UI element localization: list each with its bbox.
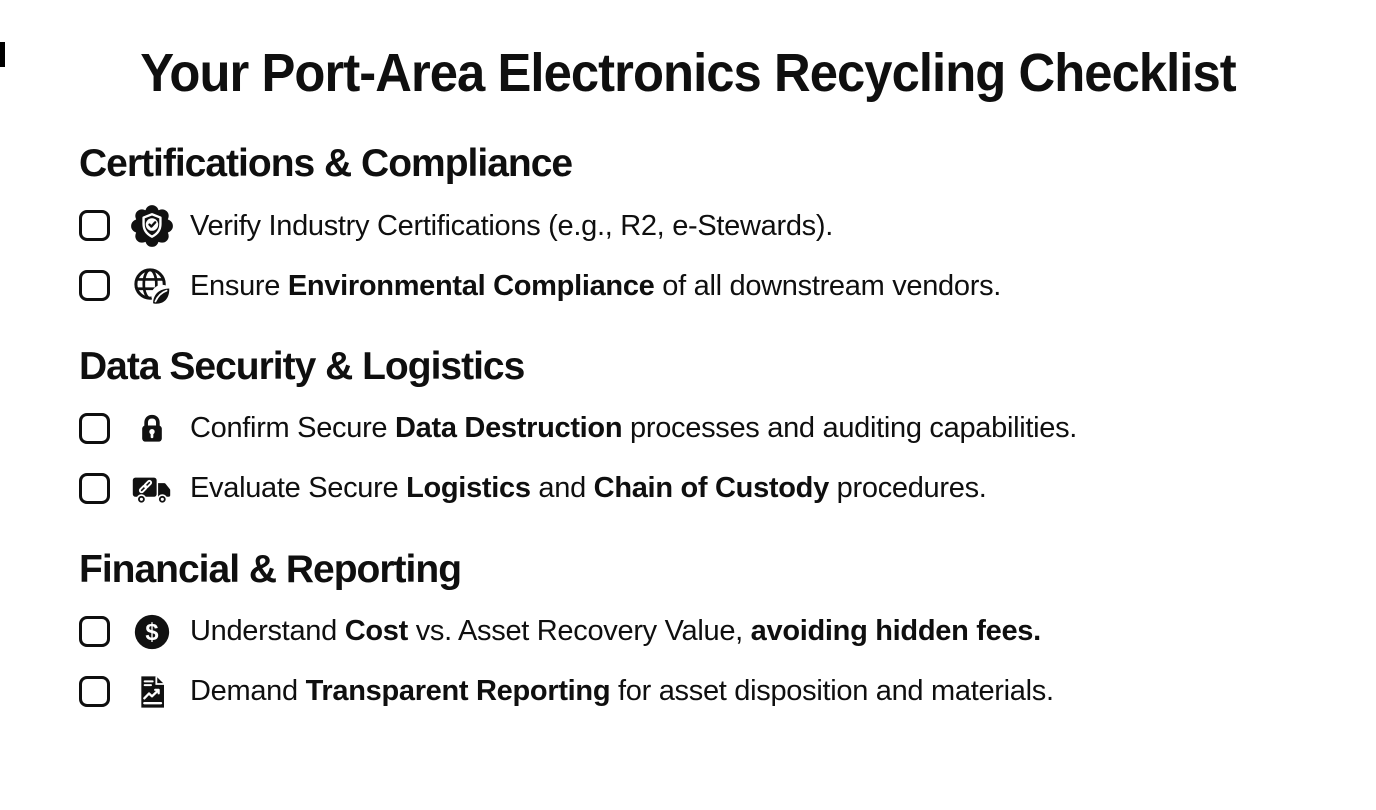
checklist-item — [79, 408, 1316, 450]
checklist-section — [79, 345, 1316, 510]
text-segment: Environmental Compliance — [287, 269, 655, 302]
text-segment: avoiding hidden fees. — [750, 615, 1041, 648]
section-heading: Financial & Reporting — [79, 547, 462, 591]
text-segment: Verify Industry Certifications (e.g., R2, e-Stewards). — [190, 209, 833, 242]
text-segment: vs. Asset Recovery Value, — [407, 615, 751, 648]
section-items — [79, 408, 1316, 510]
report-document-icon — [128, 669, 175, 715]
checklist-section — [79, 548, 1316, 713]
text-segment: for asset disposition and materials. — [610, 675, 1054, 708]
checkbox[interactable] — [79, 413, 110, 444]
text-segment: procedures. — [828, 472, 987, 505]
text-segment: Evaluate Secure — [190, 472, 407, 505]
text-segment: of all downstream vendors. — [654, 269, 1002, 302]
text-segment: Logistics — [406, 472, 531, 505]
checklist-item — [79, 205, 1316, 247]
sections — [79, 142, 1316, 713]
text-segment: Transparent Reporting — [305, 675, 611, 708]
section-items — [79, 205, 1316, 307]
globe-leaf-icon — [128, 263, 175, 309]
checklist-item — [79, 671, 1316, 713]
text-segment: Confirm Secure — [190, 412, 396, 445]
section-heading: Certifications & Compliance — [79, 142, 573, 186]
section-heading: Data Security & Logistics — [79, 344, 525, 388]
item-text — [190, 269, 1001, 304]
text-segment: Understand — [190, 615, 345, 648]
dollar-circle-icon — [128, 609, 175, 655]
corner-mark — [0, 42, 5, 67]
item-text — [190, 471, 987, 506]
text-segment: Cost — [344, 615, 408, 648]
checklist-item — [79, 468, 1316, 510]
item-text — [190, 614, 1041, 649]
lock-icon — [128, 406, 175, 452]
text-segment: and — [530, 472, 594, 505]
checkbox[interactable] — [79, 473, 110, 504]
certification-badge-icon — [128, 203, 175, 249]
checkbox[interactable] — [79, 210, 110, 241]
item-text — [190, 411, 1077, 446]
text-segment: Ensure — [190, 269, 288, 302]
checklist-section — [79, 142, 1316, 307]
checkbox[interactable] — [79, 676, 110, 707]
checklist-content — [0, 142, 1376, 713]
checklist-item — [79, 611, 1316, 653]
text-segment: Data Destruction — [395, 412, 623, 445]
truck-chain-icon — [128, 466, 175, 512]
text-segment: Demand — [190, 675, 306, 708]
checkbox[interactable] — [79, 616, 110, 647]
page-title: Your Port-Area Electronics Recycling Checklist — [140, 43, 1236, 103]
checkbox[interactable] — [79, 270, 110, 301]
text-segment: Chain of Custody — [593, 472, 829, 505]
text-segment: processes and auditing capabilities. — [622, 412, 1078, 445]
svg-text:$: $ — [144, 619, 159, 646]
item-text — [190, 674, 1054, 709]
checklist-item — [79, 265, 1316, 307]
section-items — [79, 611, 1316, 713]
item-text — [190, 209, 833, 244]
